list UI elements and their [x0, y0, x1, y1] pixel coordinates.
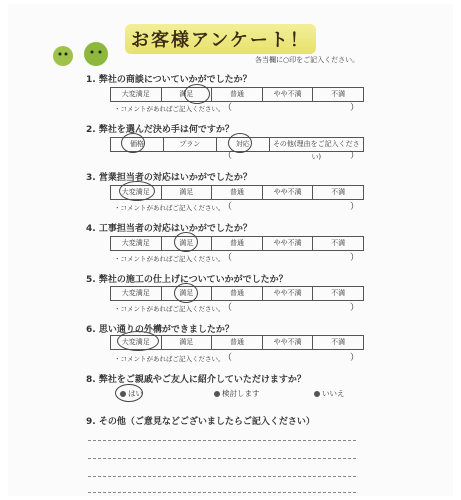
option[interactable]: 価格: [111, 138, 164, 151]
answer-line[interactable]: [88, 476, 356, 477]
comment-paren-close: ）: [349, 202, 359, 212]
selection-mark: [121, 133, 145, 153]
radio-no[interactable]: [314, 388, 345, 399]
selection-mark: [184, 84, 210, 104]
options-row-1: [110, 87, 364, 102]
option[interactable]: やや不満: [263, 186, 314, 199]
comment-field[interactable]: [223, 203, 359, 212]
selection-mark: [228, 133, 252, 153]
instruction-text: 各当欄に○印をご記入ください。: [255, 56, 360, 64]
selection-mark: [119, 181, 155, 201]
option[interactable]: 大変満足: [111, 336, 162, 349]
radio-dot-icon: [214, 391, 220, 397]
comment-paren-open: （: [223, 253, 233, 263]
options-row-5: [110, 286, 364, 301]
mascot-illustration: [48, 40, 118, 70]
option[interactable]: やや不満: [263, 237, 314, 250]
comment-prompt: ・コメントがあればご記入ください。: [114, 105, 225, 113]
option[interactable]: 満足: [162, 336, 213, 349]
selection-mark: [174, 283, 198, 303]
comment-prompt: ・コメントがあればご記入ください。: [114, 355, 225, 363]
comment-paren-close: ）: [349, 353, 359, 363]
selection-mark: [117, 331, 159, 351]
option[interactable]: 対応: [217, 138, 270, 151]
radio-label: 検討します: [222, 389, 260, 398]
options-row-4: [110, 236, 364, 251]
comment-field[interactable]: [223, 152, 359, 161]
option[interactable]: 不満: [331, 188, 346, 196]
question-3: 3. 営業担当者の対応はいかがでしたか？: [86, 173, 252, 183]
question-9: 9. その他（ご意見などございましたらご記入ください）: [86, 417, 315, 427]
option[interactable]: プラン: [164, 138, 217, 151]
option[interactable]: 満足: [162, 237, 213, 250]
radio-consider[interactable]: [214, 388, 260, 399]
comment-field[interactable]: [223, 104, 359, 113]
option[interactable]: 不満: [331, 239, 346, 247]
option[interactable]: 普通: [212, 336, 263, 349]
question-6: 6. 思い通りの外構ができましたか？: [86, 325, 234, 335]
comment-field[interactable]: [223, 254, 359, 263]
selection-mark: [115, 384, 143, 402]
comment-paren-close: ）: [349, 103, 359, 113]
comment-prompt: ・コメントがあればご記入ください。: [114, 255, 225, 263]
selection-mark: [174, 232, 198, 252]
comment-paren-open: （: [223, 303, 233, 313]
question-4: 4. 工事担当者の対応はいかがでしたか？: [86, 224, 252, 234]
option[interactable]: 大変満足: [111, 237, 162, 250]
radio-label: はい: [128, 389, 143, 398]
option[interactable]: 普通: [212, 287, 263, 300]
question-1: 1. 弊社の商談についていかがでしたか？: [86, 75, 252, 85]
option[interactable]: 普通: [212, 88, 263, 101]
comment-prompt: ・コメントがあればご記入ください。: [114, 305, 225, 313]
answer-line[interactable]: [88, 440, 356, 441]
radio-label: いいえ: [322, 389, 345, 398]
option[interactable]: 満足: [162, 88, 213, 101]
comment-field[interactable]: [223, 304, 359, 313]
option[interactable]: 大変満足: [111, 287, 162, 300]
option[interactable]: 不満: [331, 289, 346, 297]
option[interactable]: 満足: [162, 186, 213, 199]
option[interactable]: やや不満: [263, 88, 314, 101]
comment-paren-open: （: [223, 353, 233, 363]
option[interactable]: やや不満: [263, 287, 314, 300]
comment-paren-open: （: [223, 202, 233, 212]
comment-paren-open: （: [223, 151, 233, 161]
option[interactable]: 普通: [212, 237, 263, 250]
option[interactable]: その他(理由をご記入ください): [272, 140, 360, 161]
comment-paren-open: （: [223, 103, 233, 113]
radio-dot-icon: [314, 391, 320, 397]
option[interactable]: 不満: [331, 338, 346, 346]
answer-line[interactable]: [88, 492, 356, 493]
question-8: 8. 弊社をご親戚やご友人に紹介していただけますか？: [86, 375, 306, 385]
comment-paren-close: ）: [349, 303, 359, 313]
page-title: お客様アンケート！: [125, 24, 316, 54]
option[interactable]: 大変満足: [111, 88, 162, 101]
comment-paren-close: ）: [349, 151, 359, 161]
question-5: 5. 弊社の施工の仕上げについていかがでしたか？: [86, 275, 288, 285]
comment-prompt: ・コメントがあればご記入ください。: [114, 204, 225, 212]
comment-field[interactable]: [223, 354, 359, 363]
question-2: 2. 弊社を選んだ決め手は何ですか？: [86, 125, 234, 135]
comment-paren-close: ）: [349, 253, 359, 263]
option[interactable]: やや不満: [263, 336, 314, 349]
option[interactable]: 不満: [331, 90, 346, 98]
answer-line[interactable]: [88, 458, 356, 459]
option[interactable]: 満足: [162, 287, 213, 300]
option[interactable]: 大変満足: [111, 186, 162, 199]
option[interactable]: 普通: [212, 186, 263, 199]
